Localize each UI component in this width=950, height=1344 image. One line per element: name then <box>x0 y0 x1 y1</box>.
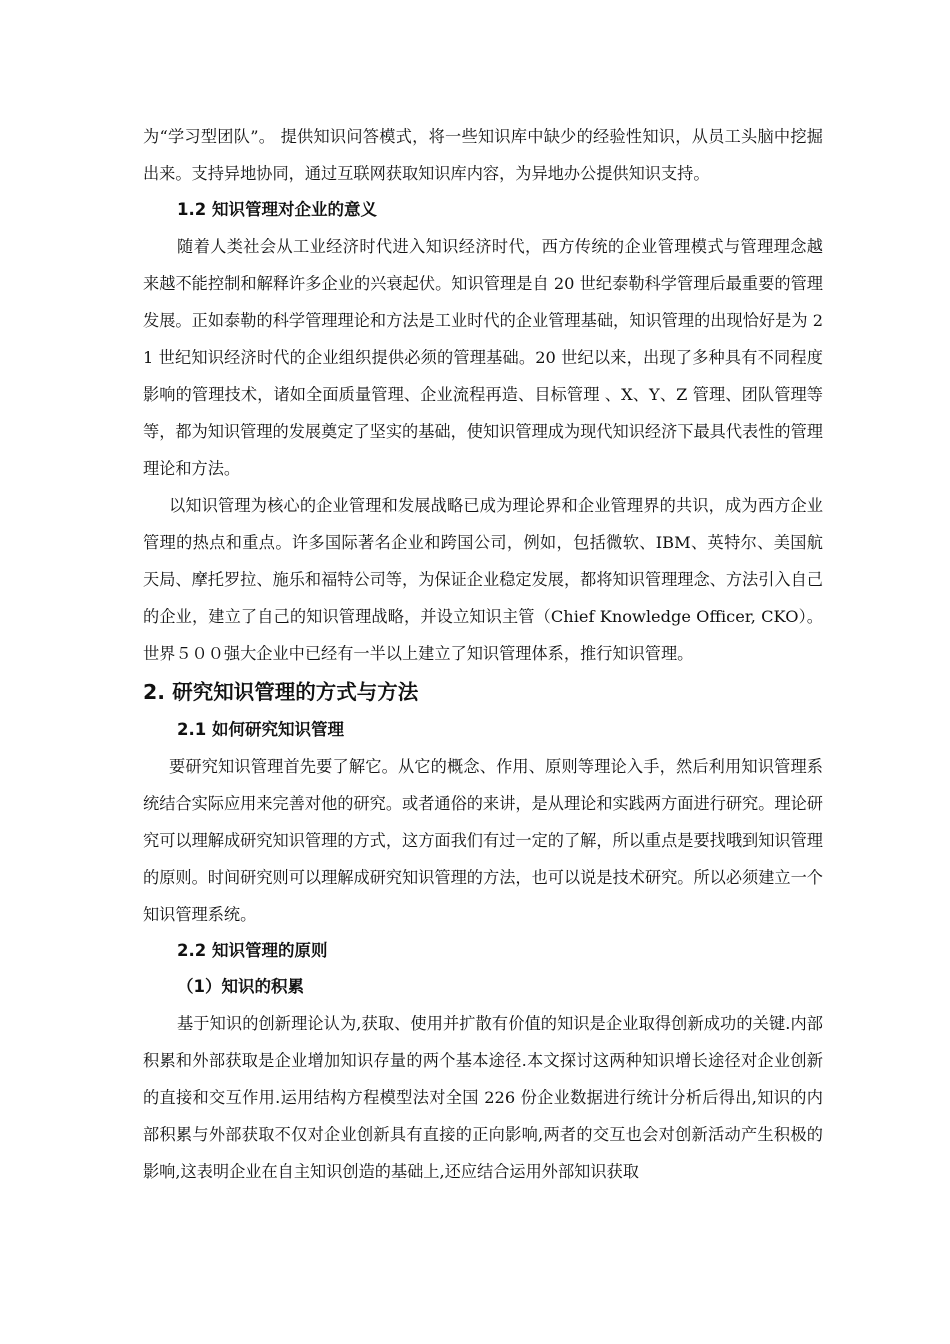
intro-paragraph: 为“学习型团队”。 提供知识问答模式，将一些知识库中缺少的经验性知识，从员工头脑中挖掘出来。支持异地协同，通过互联网获取知识库内容，为异地办公提供知识支持。 <box>143 127 823 183</box>
section-2-2-heading: 2.2 知识管理的原则 <box>177 941 328 960</box>
section-2-1-heading: 2.1 如何研究知识管理 <box>177 720 344 739</box>
section-1-2-paragraph-2: 以知识管理为核心的企业管理和发展战略已成为理论界和企业管理界的共识，成为西方企业管理的热点和重点。许多国际著名企业和跨国公司，例如，包括微软、IBM、英特尔、美国航天局、摩托罗拉、施乐和福特公司等，为保证企业稳定发展，都将知识管理理念、方法引入自己的企业，建立了自己的知识管理战略，并设立知识主管（Chief Knowledge Officer, CKO）。世界５００强大企业中已经有一半以上建立了知识管理体系，推行知识管理。 <box>143 496 823 663</box>
section-1-2-heading: 1.2 知识管理对企业的意义 <box>177 200 377 219</box>
section-1-2-paragraph-1: 随着人类社会从工业经济时代进入知识经济时代，西方传统的企业管理模式与管理理念越来越不能控制和解释许多企业的兴衰起伏。知识管理是自 20 世纪泰勒科学管理后最重要的管理发展。正如泰勒的科学管理理论和方法是工业时代的企业管理基础，知识管理的出现恰好是为 21 世纪知识经济时代的企业组织提供必须的管理基础。20 世纪以来，出现了多种具有不同程度影响的管理技术，诸如全面质量管理、企业流程再造、目标管理 、X、Y、Z 管理、团队管理等等，都为知识管理的发展奠定了坚实的基础，使知识管理成为现代知识经济下最具代表性的管理理论和方法。 <box>143 237 823 478</box>
subsection-1-paragraph: 基于知识的创新理论认为,获取、使用并扩散有价值的知识是企业取得创新成功的关键.内部积累和外部获取是企业增加知识存量的两个基本途径.本文探讨这两种知识增长途径对企业创新的直接和交互作用.运用结构方程模型法对全国 226 份企业数据进行统计分析后得出,知识的内部积累与外部获取不仅对企业创新具有直接的正向影响,两者的交互也会对创新活动产生积极的影响,这表明企业在自主知识创造的基础上,还应结合运用外部知识获取 <box>143 1014 823 1181</box>
section-2-heading: 2. 研究知识管理的方式与方法 <box>143 680 419 704</box>
section-2-1-paragraph: 要研究知识管理首先要了解它。从它的概念、作用、原则等理论入手，然后利用知识管理系统结合实际应用来完善对他的研究。或者通俗的来讲，是从理论和实践两方面进行研究。理论研究可以理解成研究知识管理的方式，这方面我们有过一定的了解，所以重点是要找哦到知识管理的原则。时间研究则可以理解成研究知识管理的方法，也可以说是技术研究。所以必须建立一个知识管理系统。 <box>143 757 823 924</box>
document-body <box>143 118 823 1190</box>
subsection-1-heading: （1）知识的积累 <box>177 977 304 996</box>
